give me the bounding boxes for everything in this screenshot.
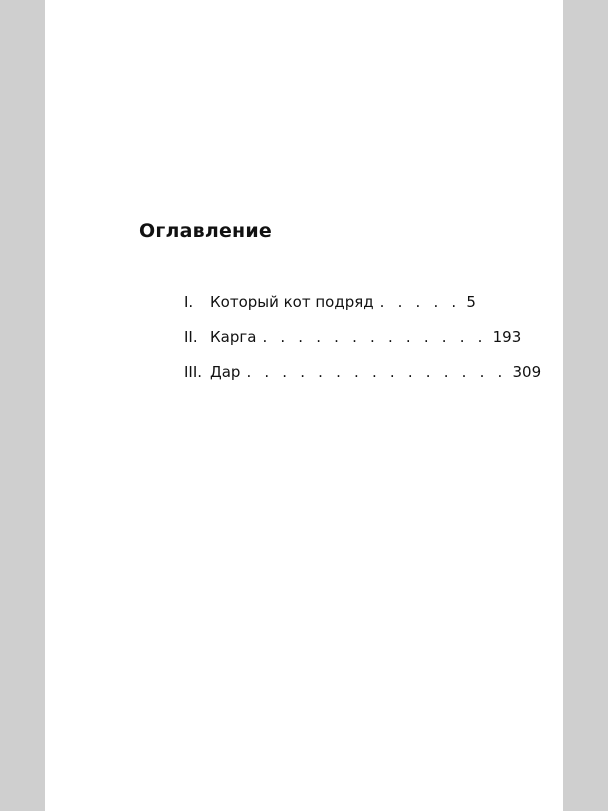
toc-entry-page-number: 5 [466, 293, 476, 311]
toc-dot-leader: . . . . . [379, 293, 461, 311]
toc-entry [184, 328, 522, 363]
toc-entry-numeral: III. [184, 363, 203, 381]
toc-dot-leader: . . . . . . . . . . . . . [262, 328, 487, 346]
toc-entry-title: Дар [210, 363, 241, 381]
toc-entry-page-number: 309 [512, 363, 542, 381]
toc-entry-title: Который кот подряд [210, 293, 374, 311]
toc-dot-leader: . . . . . . . . . . . . . . . [246, 363, 507, 381]
toc-list [184, 293, 542, 398]
toc-entry-numeral: I. [184, 293, 194, 311]
toc-entry-page-number: 193 [492, 328, 522, 346]
toc-entry-title: Карга [210, 328, 257, 346]
toc-entry [184, 293, 476, 328]
toc-entry [184, 363, 542, 398]
toc-heading: Оглавление [139, 220, 272, 242]
toc-entry-numeral: II. [184, 328, 198, 346]
book-page [45, 0, 563, 811]
